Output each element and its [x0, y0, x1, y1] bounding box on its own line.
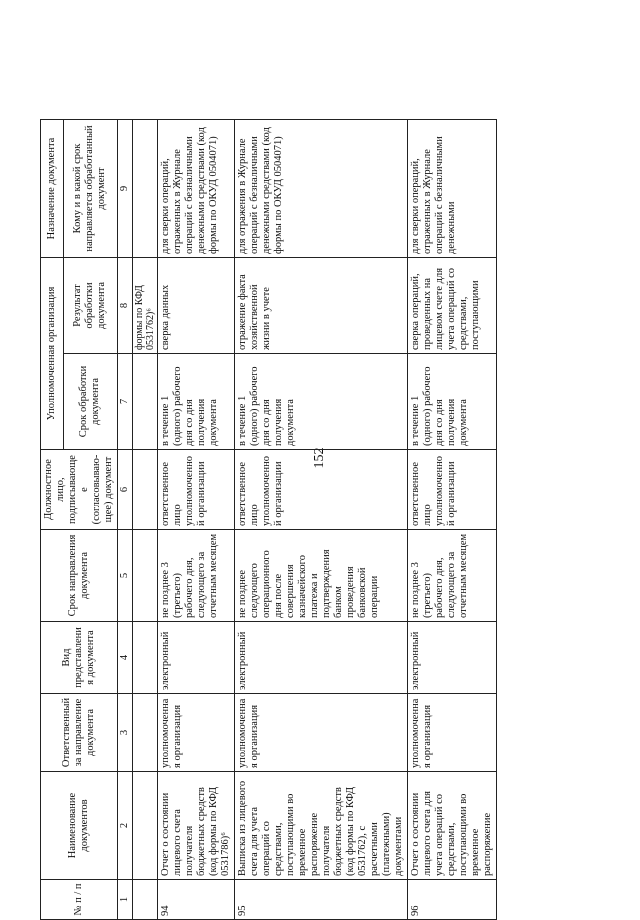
header-no: № п / п [41, 880, 118, 920]
row-no: 96 [408, 880, 497, 920]
col-number-7: 7 [118, 354, 133, 450]
header-processing-result: Результат обработки документа [63, 258, 117, 354]
header-responsible: Ответственный за направление документа [41, 694, 118, 772]
row-result: отражение факта хозяйственной жизни в учете [235, 258, 408, 354]
row-term: в течение 1 (одного) рабочего дня со дня получения документа [408, 354, 497, 450]
row-form: электронный [408, 622, 497, 694]
rotated-table-container [40, 120, 600, 920]
column-number-row [118, 120, 133, 920]
row-name: Выписка из лицевого счета для учета операций со средствами, поступающими во временное распоряжение получателя бюджетных средств (код формы по КФД 0531762), с расчетными (платежными) документами [235, 772, 408, 880]
header-org-group: Уполномоченная организация [41, 258, 64, 450]
row-no: 94 [158, 880, 235, 920]
row-term: в течение 1 (одного) рабочего дня со дня получения документа [235, 354, 408, 450]
header-form: Вид представления документа [41, 622, 118, 694]
row-recipient: для сверки операций, отраженных в Журнале операций с безналичными денежными [408, 120, 497, 258]
table-row [408, 120, 497, 920]
col-number-3: 3 [118, 694, 133, 772]
row-result: сверка данных [158, 258, 235, 354]
row-recipient: для сверки операций, отраженных в Журнале операций с безналичными денежными средствами (код формы по ОКУД 0504071) [158, 120, 235, 258]
row-deadline: не позднее 3 (третьего) рабочего дня, следующего за отчетным месяцем [408, 530, 497, 622]
col-number-4: 4 [118, 622, 133, 694]
table-row [235, 120, 408, 920]
row-responsible: уполномоченная организация [408, 694, 497, 772]
col-number-2: 2 [118, 772, 133, 880]
forms-note: формы по КФД 0531762)⁶ [133, 258, 158, 354]
table-row [158, 120, 235, 920]
row-term: в течение 1 (одного) рабочего дня со дня получения документа [158, 354, 235, 450]
row-official: ответственное лицо уполномоченной организации [235, 450, 408, 530]
row-form: электронный [158, 622, 235, 694]
row-official: ответственное лицо уполномоченной организации [408, 450, 497, 530]
col-number-6: 6 [118, 450, 133, 530]
header-official: Должностное лицо, подписывающее (согласовываю-щее) документ [41, 450, 118, 530]
header-recipient: Кому и в какой срок направляется обработанный документ [63, 120, 117, 258]
row-deadline: не позднее 3 (третьего) рабочего дня, следующего за отчетным месяцем [158, 530, 235, 622]
row-no: 95 [235, 880, 408, 920]
row-deadline: не позднее следующего операционного дня после совершения казначейского платежа и подтверждения банком проведения банковской операции [235, 530, 408, 622]
header-row-1 [41, 120, 64, 920]
row-responsible: уполномоченная организация [235, 694, 408, 772]
col-number-5: 5 [118, 530, 133, 622]
header-name: Наименование документов [41, 772, 118, 880]
row-responsible: уполномоченная организация [158, 694, 235, 772]
col-number-1: 1 [118, 880, 133, 920]
col-number-9: 9 [118, 120, 133, 258]
row-name: Отчет о состоянии лицевого счета для учета операций со средствами, поступающими во временное распоряжение [408, 772, 497, 880]
row-form: электронный [235, 622, 408, 694]
col-number-8: 8 [118, 258, 133, 354]
header-purpose: Назначение документа [41, 120, 64, 258]
row-name: Отчет о состоянии лицевого счета получателя бюджетных средств (код формы по КФД 0531786)⁶ [158, 772, 235, 880]
page-number: 152 [312, 447, 327, 469]
row-result: сверка операций, проведенных на лицевом счете для учета операций со средствами, поступающими [408, 258, 497, 354]
row-official: ответственное лицо уполномоченной организации [158, 450, 235, 530]
continuation-row [133, 120, 158, 920]
header-deadline: Срок направления документа [41, 530, 118, 622]
header-processing-term: Срок обработки документа [63, 354, 117, 450]
documents-table [40, 119, 497, 920]
row-recipient: для отражения в Журнале операций с безналичными денежными средствами (код формы по ОКУД 0504071) [235, 120, 408, 258]
